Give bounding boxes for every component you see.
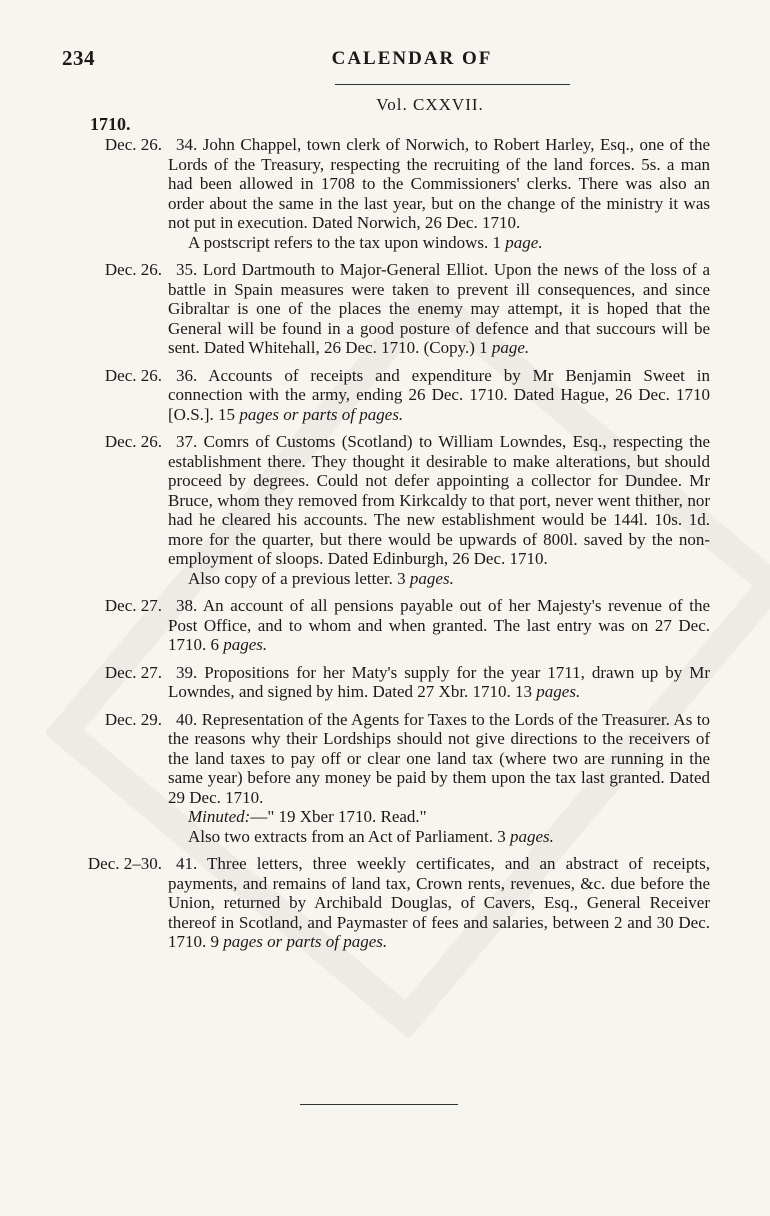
- entry-note: Also copy of a previous letter. 3 pages.: [188, 568, 454, 588]
- year-heading: 1710.: [90, 114, 131, 134]
- page-header: [62, 46, 712, 76]
- entry-date: Dec. 27.: [104, 662, 162, 682]
- calendar-entry: [70, 710, 710, 847]
- entry-text: 39. Propositions for her Maty's supply for the year 1711, drawn up by Mr Lowndes, and signed by him. Dated 27 Xbr. 1710. 13 pages.: [168, 662, 710, 701]
- calendar-entry: [70, 854, 710, 952]
- entry-text: 41. Three letters, three weekly certificates, and an abstract of receipts, payments, and remains of land tax, Crown rents, revenues, &c. due before the Union, returned by Archibald Douglas, of Cavers, Esq., General Receiver thereof in Scotland, and Paymaster of fees and salaries, between 2 and 30 Dec. 1710. 9 pages or parts of pages.: [168, 854, 710, 951]
- volume-heading: Vol. CXXVII.: [376, 95, 484, 114]
- entry-date: Dec. 26.: [104, 260, 162, 279]
- entry-date: Dec. 26.: [104, 135, 162, 154]
- calendar-entries: [70, 135, 710, 960]
- entry-text: 35. Lord Dartmouth to Major-General Elliot. Upon the news of the loss of a battle in Spain measures were taken to prevent ill consequences, and since Gibraltar is one of the places the enemy may attempt, it is hoped that the General will be found in a good posture of defence and that succours will be sent. Dated Whitehall, 26 Dec. 1710. (Copy.) 1 page.: [168, 260, 710, 357]
- calendar-entry: [70, 260, 710, 358]
- entry-date: Dec. 2–30.: [87, 854, 162, 873]
- entry-text: 37. Comrs of Customs (Scotland) to William Lowndes, Esq., respecting the establishment there. They thought it desirable to make alterations, but should proceed by degrees. Could not defer appointing a collector for Dundee. Mr Bruce, whom they removed from Kirkcaldy to that port, never went thither, nor had he cleared his accounts. The new establishment would be 144l. 10s. 1d. more for the quarter, but there would be upwards of 800l. saved by the non-employment of sloops. Dated Edinburgh, 26 Dec. 1710.: [168, 432, 710, 568]
- page-number: 234: [62, 46, 95, 70]
- entry-date: Dec. 26.: [104, 432, 162, 451]
- entry-text: 40. Representation of the Agents for Taxes to the Lords of the Treasurer. As to the reasons why their Lordships should not give directions to the receivers of the land taxes to pay off or clear one land tax (where two are running in the same year) before any money be paid by them upon the tax last granted. Dated 29 Dec. 1710.: [168, 709, 710, 807]
- calendar-entry: [70, 135, 710, 252]
- header-rule: [335, 84, 570, 85]
- running-title: CALENDAR OF: [331, 48, 493, 69]
- entry-note: Also two extracts from an Act of Parliament. 3 pages.: [188, 826, 554, 846]
- calendar-entry: [70, 432, 710, 588]
- entry-text: 34. John Chappel, town clerk of Norwich, to Robert Harley, Esq., one of the Lords of the Treasury, respecting the recruiting of the land forces. 5s. a man had been allowed in 1708 to the Commissioners' clerks. There was also an order about the same in the last year, but on the change of the ministry it was not put in execution. Dated Norwich, 26 Dec. 1710.: [168, 135, 710, 232]
- entry-date: Dec. 26.: [104, 365, 162, 385]
- entry-date: Dec. 29.: [104, 709, 162, 729]
- entry-note: A postscript refers to the tax upon windows. 1 page.: [188, 232, 543, 252]
- entry-date: Dec. 27.: [104, 596, 162, 615]
- entry-text: 36. Accounts of receipts and expenditure by Mr Benjamin Sweet in connection with the army, ending 26 Dec. 1710. Dated Hague, 26 Dec. 1710 [O.S.]. 15 pages or parts of pages.: [168, 365, 710, 424]
- closing-rule: [300, 1104, 458, 1105]
- entry-text: 38. An account of all pensions payable out of her Majesty's revenue of the Post Office, and to whom and when granted. The last entry was on 27 Dec. 1710. 6 pages.: [168, 596, 710, 654]
- calendar-entry: [70, 366, 710, 425]
- calendar-entry: [70, 663, 710, 702]
- calendar-entry: [70, 596, 710, 655]
- entry-minute: Minuted:—" 19 Xber 1710. Read.": [188, 807, 427, 826]
